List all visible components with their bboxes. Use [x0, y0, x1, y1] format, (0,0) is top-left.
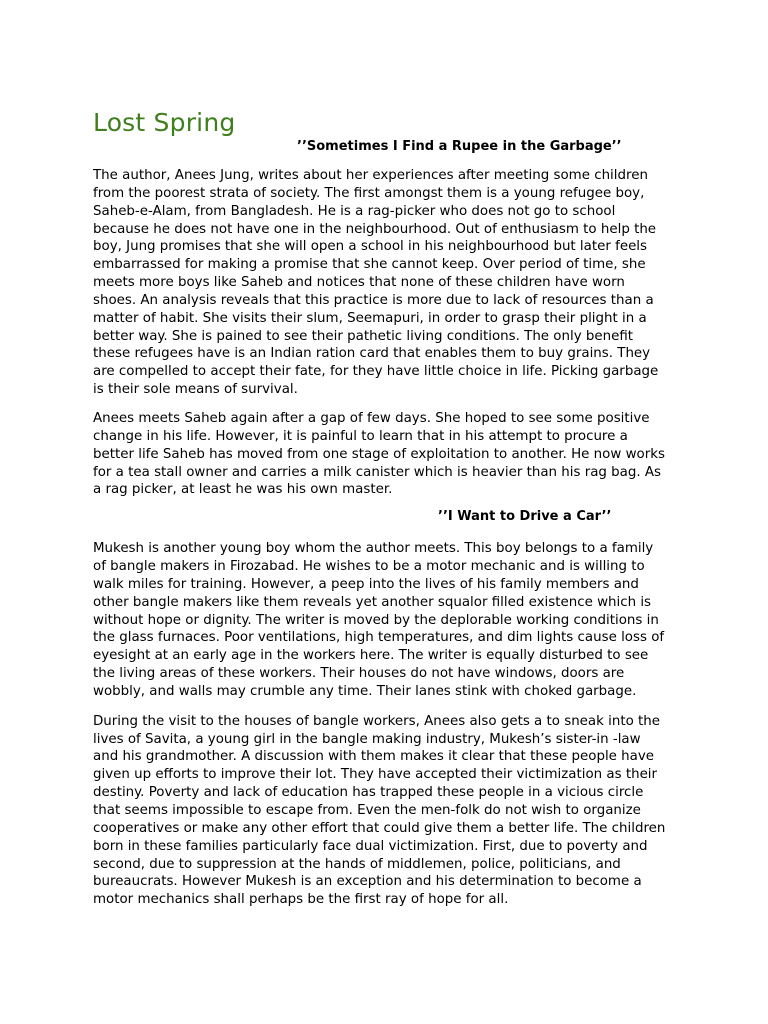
paragraph-line: cooperatives or make any other effort that could give them a better life. The children — [93, 820, 666, 836]
paragraph-line: of bangle makers in Firozabad. He wishes to be a motor mechanic and is willing to — [93, 559, 645, 575]
paragraph-line: a rag picker, at least he was his own master. — [93, 482, 393, 498]
paragraph-line: better life Saheb has moved from one stage of exploitation to another. He now works — [93, 446, 665, 462]
paragraph-2 — [93, 410, 675, 499]
paragraph-line: better way. She is pained to see their pathetic living conditions. The only benefit — [93, 328, 634, 344]
paragraph-line: meets more boys like Saheb and notices that none of these children have worn — [93, 275, 625, 291]
paragraph-line: matter of habit. She visits their slum, Seemapuri, in order to grasp their plight in a — [93, 310, 647, 326]
paragraph-line: from the poorest strata of society. The first amongst them is a young refugee boy, — [93, 185, 645, 201]
paragraph-line: change in his life. However, it is painful to learn that in his attempt to procure a — [93, 428, 628, 444]
paragraph-line: born in these families particularly face dual victimization. First, due to poverty and — [93, 838, 648, 854]
paragraph-line: because he does not have one in the neighbourhood. Out of enthusiasm to help the — [93, 221, 657, 237]
paragraph-3 — [93, 540, 675, 701]
paragraph-line: motor mechanics shall perhaps be the first ray of hope for all. — [93, 892, 509, 908]
paragraph-line: the glass furnaces. Poor ventilations, high temperatures, and dim lights cause loss of — [93, 630, 665, 646]
paragraph-line: embarrassed for making a promise that she cannot keep. Over period of time, she — [93, 257, 646, 273]
paragraph-line: for a tea stall owner and carries a milk canister which is heavier than his rag bag. As — [93, 464, 662, 480]
paragraph-line: walk miles for training. However, a peep into the lives of his family members and — [93, 576, 639, 592]
document-title: Lost Spring — [93, 108, 236, 137]
paragraph-line: without hope or dignity. The writer is moved by the deplorable working conditions in — [93, 612, 659, 628]
section-heading-rupee: ’’Sometimes I Find a Rupee in the Garbage’’ — [297, 139, 622, 154]
paragraph-line: shoes. An analysis reveals that this practice is more due to lack of resources than a — [93, 292, 654, 308]
paragraph-line: destiny. Poverty and lack of education has trapped these people in a vicious circle — [93, 785, 644, 801]
paragraph-line: lives of Savita, a young girl in the bangle making industry, Mukesh’s sister-in -law — [93, 731, 641, 747]
paragraph-line: Saheb-e-Alam, from Bangladesh. He is a rag-picker who does not go to school — [93, 203, 616, 219]
paragraph-line: that seems impossible to escape from. Even the men-folk do not wish to organize — [93, 803, 641, 818]
paragraph-line: The author, Anees Jung, writes about her experiences after meeting some children — [93, 168, 648, 183]
paragraph-line: bureaucrats. However Mukesh is an exception and his determination to become a — [93, 874, 642, 890]
paragraph-line: Anees meets Saheb again after a gap of few days. She hoped to see some positive — [93, 410, 650, 426]
paragraph-line: are compelled to accept their fate, for they have little choice in life. Picking garbage — [93, 364, 659, 380]
paragraph-1 — [93, 167, 675, 399]
document-page — [93, 106, 675, 909]
paragraph-4 — [93, 713, 675, 909]
paragraph-line: given up efforts to improve their lot. They have accepted their victimization as their — [93, 767, 658, 783]
paragraph-line: and his grandmother. A discussion with them makes it clear that these people have — [93, 749, 655, 765]
paragraph-line: the living areas of these workers. Their houses do not have windows, doors are — [93, 666, 625, 682]
paragraph-line: second, due to suppression at the hands of middlemen, police, politicians, and — [93, 856, 621, 872]
paragraph-line: eyesight at an early age in the workers here. The writer is equally disturbed to see — [93, 648, 649, 664]
section-heading-car: ’’I Want to Drive a Car’’ — [438, 509, 612, 525]
paragraph-line: other bangle makers like them reveals yet another squalor filled existence which is — [93, 594, 652, 610]
paragraph-line: boy, Jung promises that she will open a school in his neighbourhood but later feels — [93, 239, 647, 255]
paragraph-line: wobbly, and walls may crumble any time. Their lanes stink with choked garbage. — [93, 683, 637, 699]
paragraph-line: these refugees have is an Indian ration card that enables them to buy grains. They — [93, 346, 651, 362]
paragraph-line: Mukesh is another young boy whom the author meets. This boy belongs to a family — [93, 541, 654, 557]
paragraph-line: During the visit to the houses of bangle workers, Anees also gets a to sneak into the — [93, 713, 661, 729]
paragraph-line: is their sole means of survival. — [93, 382, 298, 398]
